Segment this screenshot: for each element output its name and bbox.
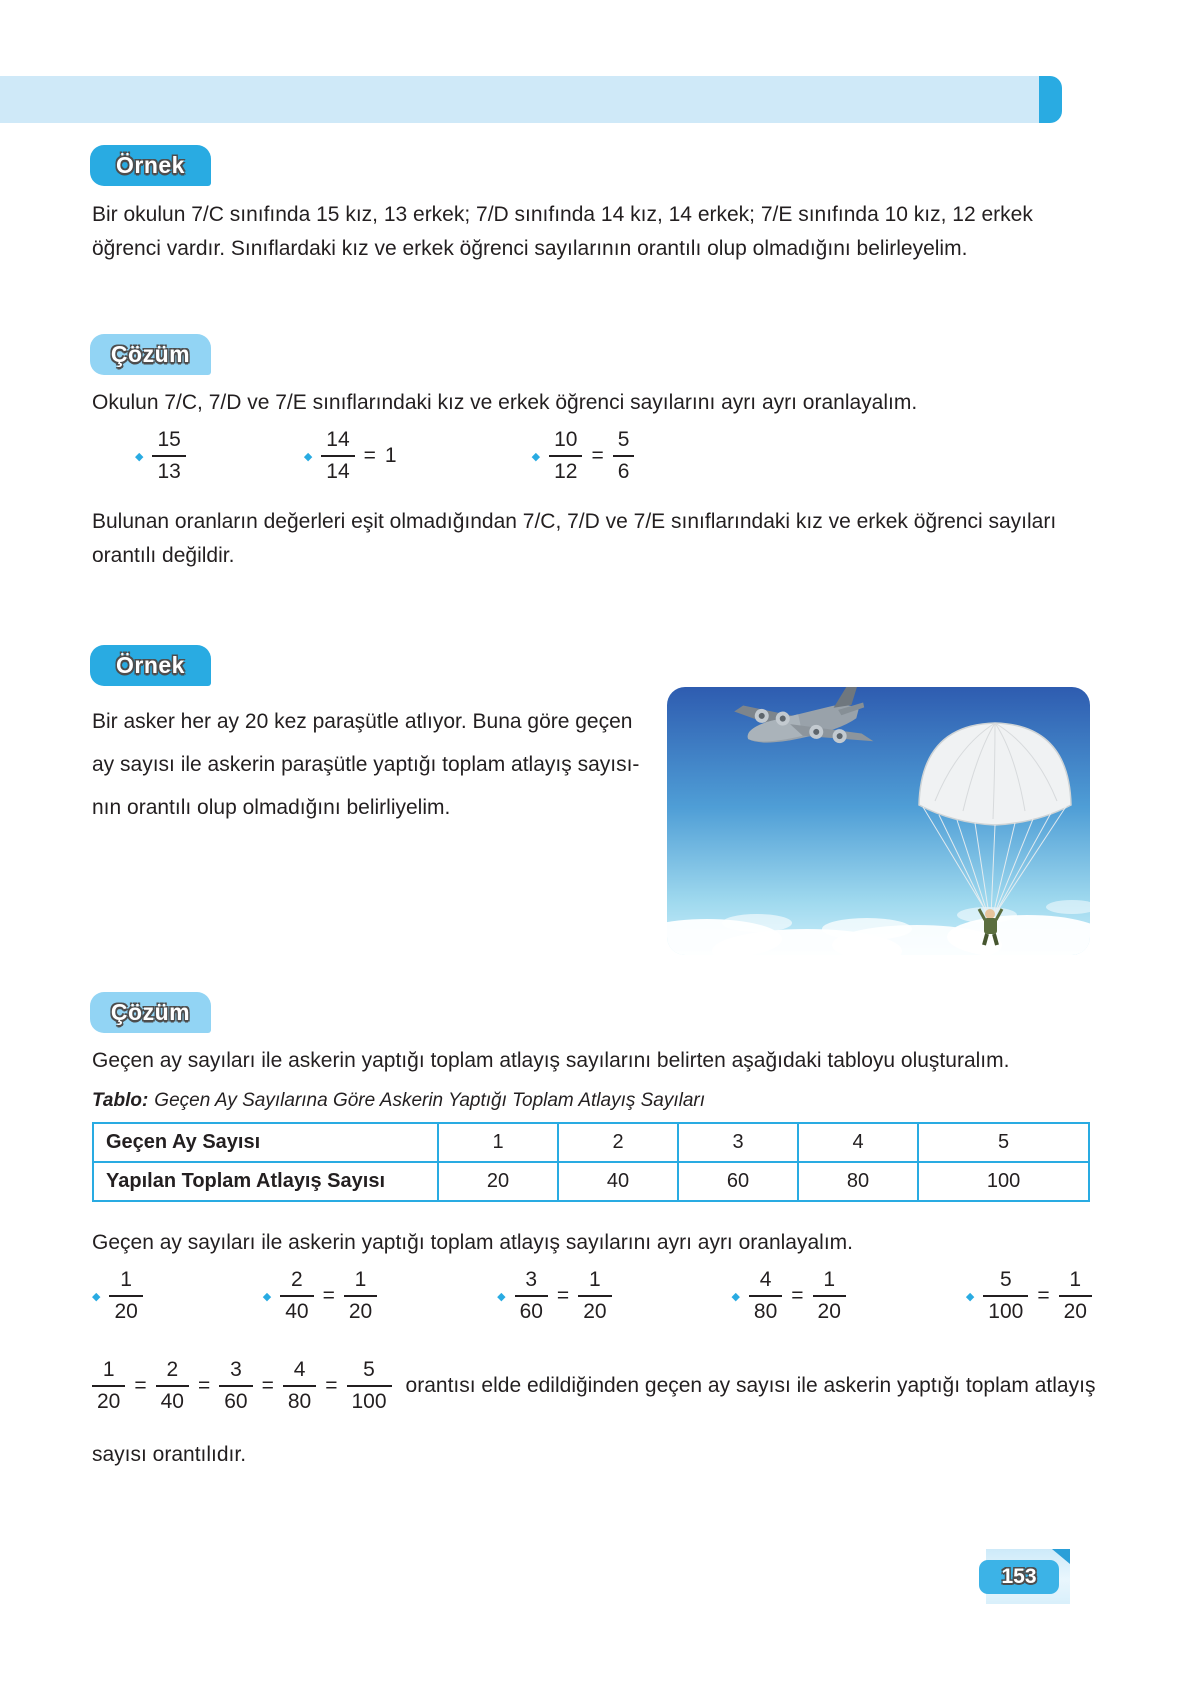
ratio-10-12 — [532, 428, 635, 484]
fraction-denominator: 6 — [613, 455, 635, 484]
solution2-ratios-row — [92, 1268, 1092, 1324]
fraction-numerator: 1 — [823, 1268, 836, 1291]
fraction — [321, 428, 354, 484]
ratio-4-80 — [731, 1268, 845, 1324]
equals-sign: = — [134, 1374, 147, 1397]
fraction-numerator: 1 — [120, 1268, 132, 1291]
equals-sign: = — [363, 444, 376, 467]
table-cell: 5 — [918, 1123, 1089, 1162]
fraction — [1059, 1268, 1092, 1324]
ratio-value: 1 — [384, 444, 397, 467]
fraction — [549, 428, 582, 484]
example1-body: Bir okulun 7/C sınıfında 15 kız, 13 erkek; 7/D sınıfında 14 kız, 14 erkek; 7/E sınıfında 10 kız, 12 erkek öğrenci vardır. Sınıflardaki kız ve erkek öğrenci sayılarının orantılı olup olmadığını belirleyelim. — [92, 203, 1033, 260]
fraction-denominator: 100 — [347, 1385, 392, 1414]
page-number: 153 — [1001, 1565, 1037, 1588]
fraction-denominator: 20 — [92, 1385, 125, 1414]
diamond-bullet-icon: ◆ — [303, 450, 313, 463]
table-cell: 100 — [918, 1162, 1089, 1201]
diamond-bullet-icon: ◆ — [731, 1290, 740, 1303]
fraction-numerator: 14 — [326, 428, 350, 451]
example2-badge — [90, 645, 211, 686]
solution2-badge — [90, 992, 211, 1033]
row-header-jumps: Yapılan Toplam Atlayış Sayısı — [93, 1162, 438, 1201]
diamond-bullet-icon: ◆ — [262, 1290, 272, 1303]
fraction — [344, 1268, 377, 1324]
solution2-ratios-intro: Geçen ay sayıları ile askerin yaptığı toplam atlayış sayılarını ayrı ayrı oranlayalım. — [92, 1231, 853, 1254]
table-cell: 60 — [678, 1162, 798, 1201]
fraction-numerator: 4 — [759, 1268, 772, 1291]
fraction-numerator: 4 — [293, 1358, 306, 1381]
equals-sign: = — [322, 1284, 335, 1307]
row-header-months: Geçen Ay Sayısı — [93, 1123, 438, 1162]
fraction — [152, 428, 185, 484]
fraction-numerator: 2 — [291, 1268, 303, 1291]
fraction-numerator: 10 — [554, 428, 578, 451]
table-row-months — [93, 1123, 1089, 1162]
example2-body-line3: nın orantılı olup olmadığını belirliyelim. — [92, 796, 451, 819]
fraction — [92, 1358, 125, 1414]
fraction-numerator: 5 — [363, 1358, 375, 1381]
header-bar-light-strip — [0, 76, 1039, 123]
fraction-denominator: 20 — [813, 1295, 846, 1324]
example2-badge-label: Örnek — [116, 652, 185, 678]
fraction-denominator: 20 — [344, 1295, 377, 1324]
fraction-denominator: 40 — [156, 1385, 189, 1414]
ratio-2-40 — [263, 1268, 377, 1324]
table-cell: 40 — [558, 1162, 678, 1201]
fraction-denominator: 80 — [749, 1295, 782, 1324]
table-row-jumps — [93, 1162, 1089, 1201]
solution2-conclusion-line1: orantısı elde edildiğinden geçen ay sayısı ile askerin yaptığı toplam atlayış — [405, 1374, 1096, 1397]
fraction-denominator: 20 — [109, 1295, 142, 1324]
fraction-denominator: 14 — [321, 455, 354, 484]
equals-sign: = — [325, 1374, 338, 1397]
diamond-bullet-icon: ◆ — [965, 1290, 975, 1303]
solution1-ratios-row — [135, 428, 634, 484]
fraction-denominator: 13 — [152, 455, 185, 484]
equals-sign: = — [261, 1374, 274, 1397]
solution2-badge-label: Çözüm — [110, 999, 191, 1025]
ratio-5-100 — [966, 1268, 1092, 1324]
diamond-bullet-icon: ◆ — [135, 450, 144, 463]
fraction-numerator: 5 — [999, 1268, 1012, 1291]
fraction-numerator: 15 — [157, 428, 181, 451]
table-cell: 20 — [438, 1162, 558, 1201]
fraction-denominator: 12 — [549, 455, 582, 484]
fraction — [347, 1358, 392, 1414]
fraction-numerator: 2 — [166, 1358, 179, 1381]
fraction-numerator: 1 — [589, 1268, 601, 1291]
example2-body — [92, 700, 672, 829]
diamond-bullet-icon: ◆ — [92, 1290, 101, 1303]
sky-scene — [667, 687, 1090, 955]
fraction — [578, 1268, 611, 1324]
solution1-conclusion: Bulunan oranların değerleri eşit olmadığından 7/C, 7/D ve 7/E sınıflarındaki kız ve erkek öğrenci sayıları orantılı değildir. — [92, 510, 1057, 567]
example1-badge — [90, 145, 211, 186]
fraction-denominator: 60 — [219, 1385, 252, 1414]
example1-badge-label: Örnek — [116, 152, 185, 178]
table-cell: 2 — [558, 1123, 678, 1162]
table-cell: 1 — [438, 1123, 558, 1162]
solution1-intro: Okulun 7/C, 7/D ve 7/E sınıflarındaki kız ve erkek öğrenci sayılarını ayrı ayrı oranlayalım. — [92, 391, 918, 414]
fraction-numerator: 5 — [617, 428, 630, 451]
table-caption-prefix: Tablo: — [92, 1090, 149, 1111]
ratio-3-60 — [497, 1268, 611, 1324]
table-cell: 4 — [798, 1123, 918, 1162]
fraction-denominator: 60 — [515, 1295, 548, 1324]
solution1-badge — [90, 334, 211, 375]
example2-body-line2: ay sayısı ile askerin paraşütle yaptığı toplam atlayış sayısı- — [92, 753, 640, 776]
table-caption-text: Geçen Ay Sayılarına Göre Askerin Yaptığı Toplam Atlayış Sayıları — [154, 1090, 706, 1111]
equals-sign: = — [197, 1374, 211, 1397]
fraction — [813, 1268, 846, 1324]
fraction-numerator: 1 — [102, 1358, 115, 1381]
fraction-denominator: 80 — [283, 1385, 316, 1414]
fraction-numerator: 1 — [1069, 1268, 1082, 1291]
fraction-denominator: 20 — [578, 1295, 611, 1324]
solution2-conclusion-line2: sayısı orantılıdır. — [92, 1443, 247, 1466]
ratio-15-13 — [135, 428, 186, 484]
fraction — [613, 428, 635, 484]
diamond-bullet-icon: ◆ — [531, 450, 541, 463]
ratio-1-20 — [92, 1268, 143, 1324]
table-cell: 80 — [798, 1162, 918, 1201]
equals-sign: = — [591, 444, 604, 467]
equals-sign: = — [791, 1284, 804, 1307]
proportion-chain-row — [92, 1358, 1095, 1414]
fraction — [156, 1358, 189, 1414]
fraction-denominator: 20 — [1059, 1295, 1092, 1324]
fraction — [283, 1358, 316, 1414]
ratio-14-14 — [304, 428, 397, 484]
page-number-badge — [979, 1560, 1059, 1594]
fraction — [280, 1268, 313, 1324]
jumps-table — [92, 1122, 1090, 1202]
fraction — [749, 1268, 782, 1324]
diamond-bullet-icon: ◆ — [497, 1290, 506, 1303]
parachute-illustration — [667, 687, 1090, 955]
fraction — [109, 1268, 142, 1324]
fraction — [515, 1268, 548, 1324]
table-caption — [92, 1090, 705, 1112]
fraction — [983, 1268, 1028, 1324]
fraction-denominator: 100 — [983, 1295, 1028, 1324]
fraction-numerator: 1 — [354, 1268, 367, 1291]
fraction — [219, 1358, 252, 1414]
equals-sign: = — [1037, 1284, 1050, 1307]
header-decoration-bar — [0, 76, 1062, 123]
solution1-badge-label: Çözüm — [110, 341, 191, 367]
fraction-denominator: 40 — [280, 1295, 313, 1324]
equals-sign: = — [556, 1284, 570, 1307]
header-bar-blue-cap — [1039, 76, 1062, 123]
example2-body-line1: Bir asker her ay 20 kez paraşütle atlıyor. Buna göre geçen — [92, 710, 633, 733]
fraction-numerator: 3 — [230, 1358, 242, 1381]
solution2-intro: Geçen ay sayıları ile askerin yaptığı toplam atlayış sayılarını belirten aşağıdaki tabloyu oluşturalım. — [92, 1049, 1010, 1072]
table-cell: 3 — [678, 1123, 798, 1162]
fraction-numerator: 3 — [525, 1268, 538, 1291]
